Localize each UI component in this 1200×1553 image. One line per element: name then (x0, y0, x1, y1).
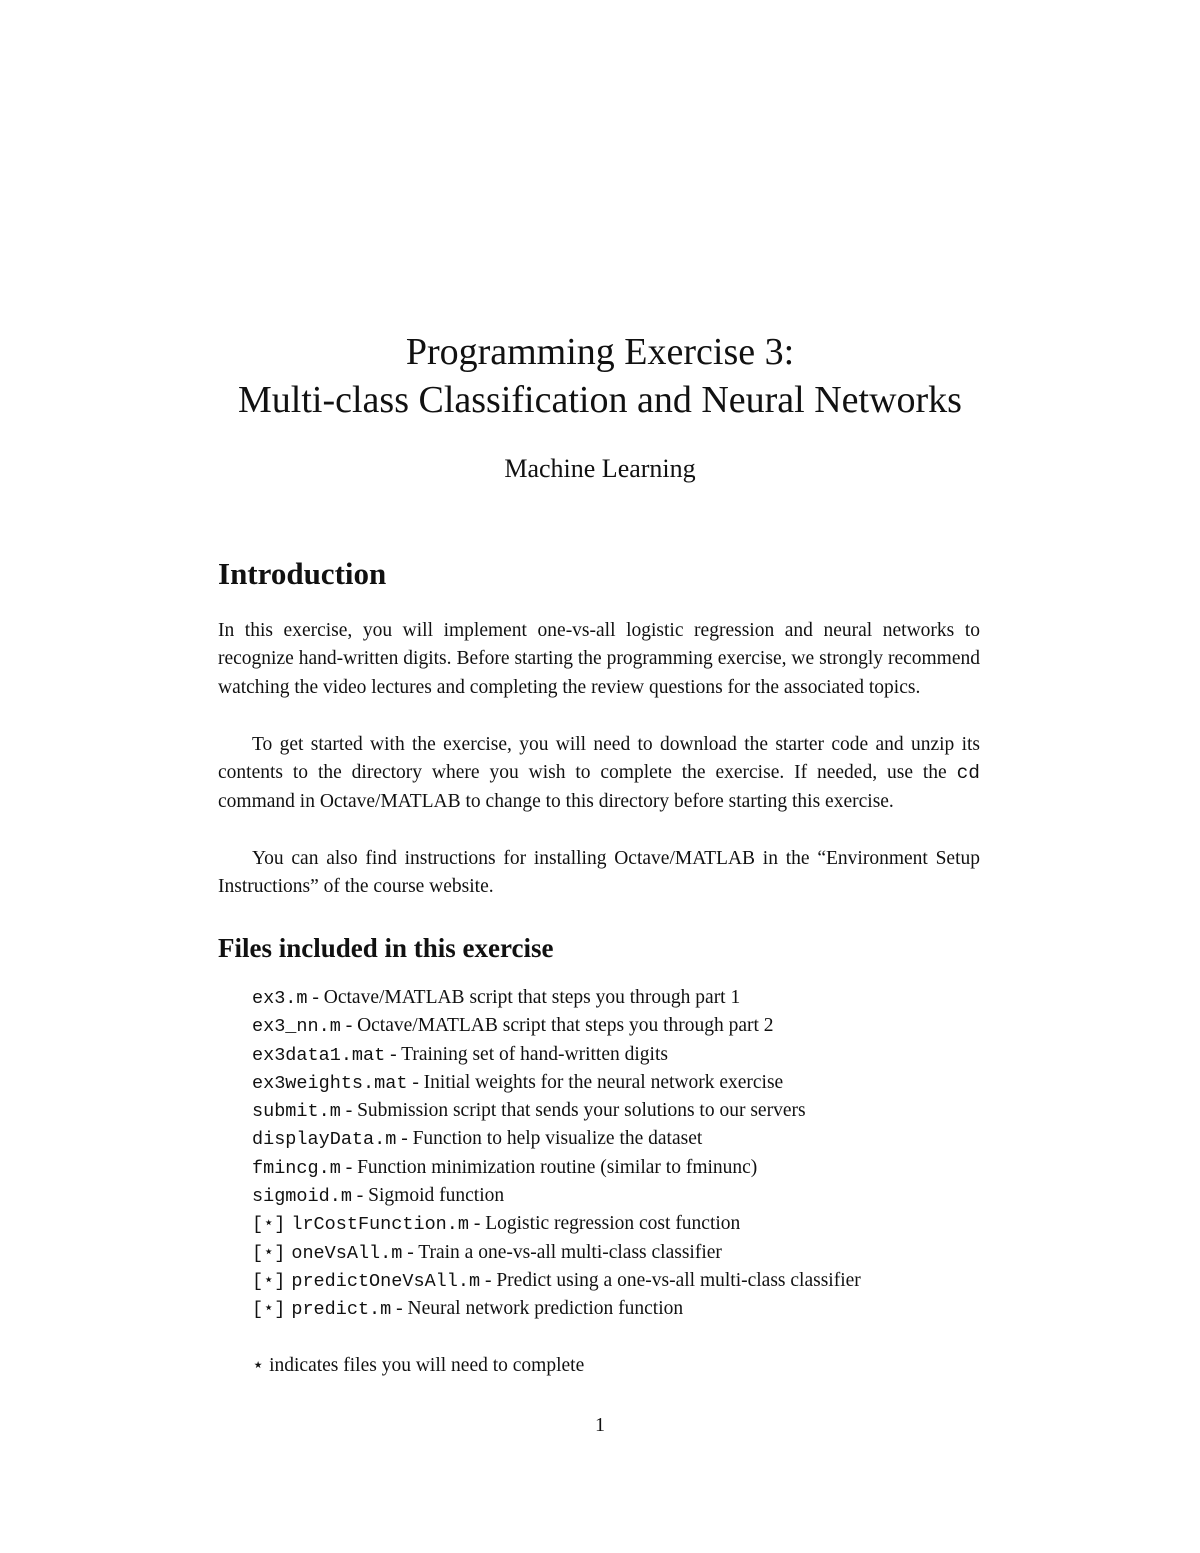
file-name: ex3data1.mat (252, 1044, 386, 1066)
file-name: submit.m (252, 1101, 341, 1123)
file-description: - Predict using a one-vs-all multi-class classifier (480, 1269, 861, 1291)
file-name: fmincg.m (252, 1157, 341, 1179)
title-block (0, 328, 1200, 484)
subtitle: Machine Learning (504, 454, 696, 483)
file-description: - Octave/MATLAB script that steps you through part 2 (340, 1015, 774, 1037)
page-number: 1 (595, 1414, 605, 1436)
file-list-item (252, 984, 861, 1012)
file-description: - Initial weights for the neural network exercise (407, 1071, 784, 1093)
file-list-item (252, 1012, 861, 1040)
file-list-item (252, 1210, 861, 1238)
file-list-item (252, 1069, 861, 1097)
footnote: ⋆ indicates files you will need to complete (252, 1355, 585, 1376)
file-name: ex3_nn.m (252, 1016, 341, 1038)
file-list-item (252, 1154, 861, 1182)
intro-paragraph-1: In this exercise, you will implement one-vs-all logistic regression and neural networks to recognize hand-written digits. Before starting the programming exercise, we strongly recommend watching the video lectures and completing the review questions for the associated topics. (218, 620, 980, 698)
file-description: - Train a one-vs-all multi-class classifier (402, 1241, 722, 1263)
file-description: - Logistic regression cost function (468, 1213, 741, 1235)
file-list-item (252, 1239, 861, 1267)
intro-paragraph-2-part-2: command in Octave/MATLAB to change to this directory before starting this exercise. (218, 790, 894, 812)
file-name: ex3weights.mat (252, 1072, 408, 1094)
required-marker: [⋆] (252, 1242, 286, 1264)
file-list-item (252, 1182, 861, 1210)
file-description: - Octave/MATLAB script that steps you through part 1 (307, 987, 741, 1008)
file-list-item (252, 1267, 861, 1295)
required-marker: [⋆] (252, 1270, 286, 1292)
file-description: - Function to help visualize the dataset (396, 1128, 703, 1150)
file-description: - Sigmoid function (351, 1185, 505, 1207)
intro-paragraph-2-part-1: To get started with the exercise, you will need to download the starter code and unzip its contents to the directory where you wish to complete the exercise. If needed, use the (218, 734, 980, 784)
title-line-1: Programming Exercise 3: (405, 331, 795, 373)
introduction-heading: Introduction (218, 556, 387, 591)
file-name: predict.m (291, 1299, 392, 1321)
file-description: - Submission script that sends your solutions to our servers (340, 1100, 806, 1122)
files-heading: Files included in this exercise (218, 933, 554, 963)
intro-paragraph-3: You can also find instructions for installing Octave/MATLAB in the “Environment Setup Instructions” of the course website. (218, 848, 980, 898)
file-list (252, 984, 861, 1324)
file-description: - Neural network prediction function (391, 1298, 684, 1320)
file-list-item (252, 1041, 861, 1069)
file-list-item (252, 1125, 861, 1153)
required-marker: [⋆] (252, 1299, 286, 1321)
file-name: oneVsAll.m (291, 1242, 403, 1264)
intro-paragraph-2 (218, 731, 980, 816)
file-name: predictOneVsAll.m (291, 1270, 481, 1292)
cd-command: cd (956, 762, 980, 785)
file-name: lrCostFunction.m (291, 1214, 469, 1236)
required-marker: [⋆] (252, 1214, 286, 1236)
file-description: - Training set of hand-written digits (385, 1043, 668, 1065)
title-line-2: Multi-class Classification and Neural Networks (238, 379, 962, 421)
file-name: sigmoid.m (252, 1186, 352, 1208)
file-list-item (252, 1295, 861, 1323)
file-name: displayData.m (252, 1129, 397, 1151)
file-list-item (252, 1097, 861, 1125)
file-description: - Function minimization routine (similar to fminunc) (340, 1156, 758, 1178)
file-name: ex3.m (252, 988, 308, 1009)
